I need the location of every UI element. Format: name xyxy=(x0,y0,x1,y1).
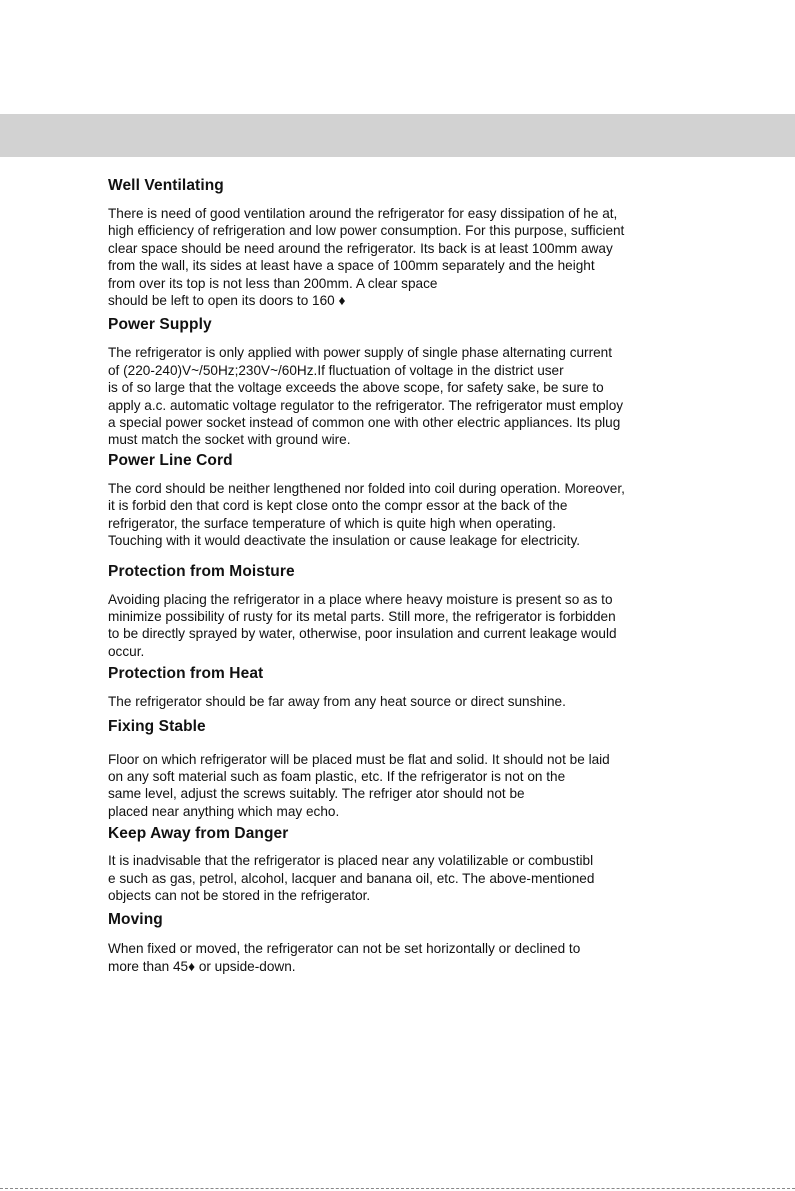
text-line: The cord should be neither lengthened nor folded into coil during operation. Moreover, xyxy=(108,480,625,496)
section-well-ventilating xyxy=(108,176,698,309)
section-power-line-cord xyxy=(108,451,698,550)
header-band xyxy=(0,114,795,157)
text-line: It is inadvisable that the refrigerator is placed near any volatilizable or combustibl xyxy=(108,853,594,869)
text-line: a special power socket instead of common one with other electric appliances. Its plug xyxy=(108,415,621,431)
text-line: more than 45♦ or upside-down. xyxy=(108,958,296,974)
section-fixing-stable xyxy=(108,717,698,821)
text-line: Floor on which refrigerator will be placed must be flat and solid. It should not be laid xyxy=(108,751,610,767)
bottom-divider xyxy=(0,1188,795,1189)
paragraph-power-supply xyxy=(108,344,698,448)
text-line: apply a.c. automatic voltage regulator to the refrigerator. The refrigerator must employ xyxy=(108,397,624,413)
section-moving xyxy=(108,910,698,975)
text-line: clear space should be need around the refrigerator. Its back is at least 100mm away xyxy=(108,240,613,256)
text-line: refrigerator, the surface temperature of which is quite high when operating. xyxy=(108,515,557,531)
paragraph-power-line-cord xyxy=(108,480,698,550)
text-line: from over its top is not less than 200mm. A clear space xyxy=(108,275,438,291)
paragraph-protection-from-heat xyxy=(108,693,698,710)
text-line: objects can not be stored in the refrigerator. xyxy=(108,887,371,903)
text-line: There is need of good ventilation around the refrigerator for easy dissipation of he at, xyxy=(108,206,618,221)
section-keep-away-from-danger xyxy=(108,824,698,904)
section-power-supply xyxy=(108,315,698,448)
heading-protection-from-heat: Protection from Heat xyxy=(108,665,264,683)
text-line: to be directly sprayed by water, otherwise, poor insulation and current leakage would xyxy=(108,626,617,642)
text-line: it is forbid den that cord is kept close onto the compr essor at the back of the xyxy=(108,498,568,514)
section-protection-from-heat xyxy=(108,664,698,710)
paragraph-well-ventilating xyxy=(108,205,698,309)
text-line: The refrigerator should be far away from any heat source or direct sunshine. xyxy=(108,694,566,710)
heading-keep-away-from-danger: Keep Away from Danger xyxy=(108,825,289,843)
text-line: minimize possibility of rusty for its metal parts. Still more, the refrigerator is forbidden xyxy=(108,608,616,624)
paragraph-fixing-stable xyxy=(108,751,698,821)
paragraph-moving xyxy=(108,940,698,975)
text-line: e such as gas, petrol, alcohol, lacquer and banana oil, etc. The above-mentioned xyxy=(108,870,595,886)
text-line: same level, adjust the screws suitably. The refriger ator should not be xyxy=(108,786,525,802)
text-line: must match the socket with ground wire. xyxy=(108,432,351,448)
document-body xyxy=(108,176,698,975)
text-line: on any soft material such as foam plastic, etc. If the refrigerator is not on the xyxy=(108,768,566,784)
text-line: occur. xyxy=(108,643,145,659)
text-line: The refrigerator is only applied with power supply of single phase alternating current xyxy=(108,345,612,361)
heading-power-supply: Power Supply xyxy=(108,316,212,334)
heading-power-line-cord: Power Line Cord xyxy=(108,451,233,469)
text-line: Touching with it would deactivate the insulation or cause leakage for electricity. xyxy=(108,533,581,549)
heading-protection-from-moisture: Protection from Moisture xyxy=(108,562,295,580)
section-protection-from-moisture xyxy=(108,562,698,661)
paragraph-keep-away-from-danger xyxy=(108,852,698,904)
text-line: of (220-240)V~/50Hz;230V~/60Hz.If fluctuation of voltage in the district user xyxy=(108,362,564,378)
heading-moving: Moving xyxy=(108,911,163,929)
text-line: should be left to open its doors to 160 ♦ xyxy=(108,293,346,309)
heading-well-ventilating: Well Ventilating xyxy=(108,177,224,194)
text-line: Avoiding placing the refrigerator in a place where heavy moisture is present so as to xyxy=(108,591,613,607)
text-line: high efficiency of refrigeration and low power consumption. For this purpose, sufficient xyxy=(108,223,625,239)
text-line: placed near anything which may echo. xyxy=(108,803,340,819)
text-line: from the wall, its sides at least have a space of 100mm separately and the height xyxy=(108,258,595,274)
text-line: When fixed or moved, the refrigerator can not be set horizontally or declined to xyxy=(108,941,581,957)
paragraph-protection-from-moisture xyxy=(108,591,698,661)
heading-fixing-stable: Fixing Stable xyxy=(108,717,206,735)
text-line: is of so large that the voltage exceeds the above scope, for safety sake, be sure to xyxy=(108,380,604,396)
